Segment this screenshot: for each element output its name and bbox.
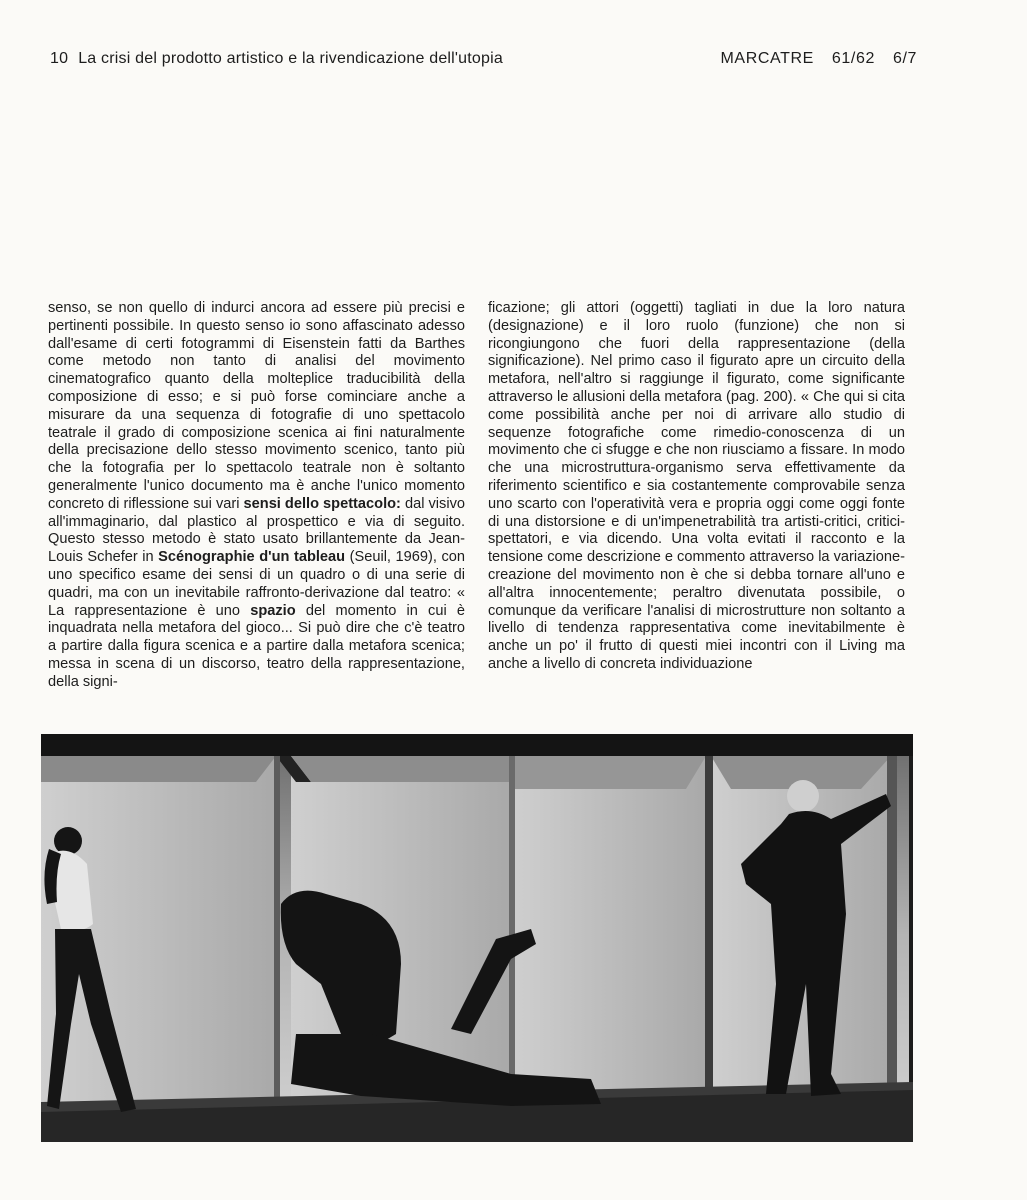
bold-book-title: Scénographie d'un tableau	[158, 549, 346, 566]
left-column-paragraph	[48, 300, 465, 692]
stage-photograph	[41, 734, 913, 1142]
left-text-2: dal visivo all'immaginario, dal plastico al prospettico e via di seguito. Questo stesso metodo è stato usato brillantemente da Jean-Louis Schefer in	[48, 495, 465, 566]
magazine-name: MARCATRE	[720, 50, 814, 67]
left-column	[48, 300, 465, 712]
bold-word-spazio: spazio	[250, 602, 296, 619]
page-number: 10	[50, 50, 69, 67]
header-right	[703, 50, 918, 68]
part-number: 6/7	[892, 50, 917, 67]
left-text-1: senso, se non quello di indurci ancora ad essere più precisi e pertinenti possibile. In questo senso io sono affascinato adesso dall'esame di certi fotogrammi di Eisenstein fatti da Barthes come metodo non tanto di analisi del movimento cinematografico quanto della molteplice traducibilità della composizione di esso; e si può forse cominciare anche a misurare da una sequenza di fotografie di uno spettacolo teatrale il grado di composizione scenica ai fini naturalmente della precisazione dello stesso movimento scenico, tanto più che la fotografia per lo spettacolo teatrale non è soltanto generalmente l'unico documento ma è anche l'unico momento concreto di riflessione sui vari	[48, 300, 465, 512]
running-header	[50, 50, 917, 74]
right-column	[488, 300, 905, 712]
right-column-paragraph: ficazione; gli attori (oggetti) tagliati in due la loro natura (designazione) e il loro ruolo (funzione) che non si ricongiungono che fuori della rappresentazione (della significazione). Nel primo caso il figurato apre un circuito della metafora, nell'altro si raggiunge il figurato, come significante attraverso le allusioni della metafora (pag. 200). « Che qui si cita come possibilità anche per noi di arrivare allo studio di sequenze fotografiche come rimedio-conoscenza di un movimento che ci sfugge e che non riusciamo a fissare. In modo che una microstruttura-organismo serva effettivamente da riferimento scientifico e sia costantemente comprovabile senza uno scarto con l'operatività vera e propria oggi come oggi fonte di una distorsione e di un'impenetrabilità tra artisti-critici, critici-spettatori, e via dicendo. Una volta evitati il racconto e la tensione come descrizione e commento attraverso la variazione-creazione del movimento non è che si debba tornare all'uno e all'altra innocentemente; peraltro divenutata possibile, o comunque da verificare l'analisi di microstrutture non soltanto a livello di tendenza rappresentativa come inevitabilmente è anche un po' il frutto di questi miei incontri con il Living ma anche a livello di concreta individuazione	[488, 300, 905, 672]
left-text-4: del momento in cui è inquadrata nella metafora del gioco... Si può dire che c'è teatro a partire dalla figura scenica e a partire dalla metafora scenica; messa in scena di un discorso, teatro della rappresentazione, della signi-	[48, 602, 465, 690]
left-text-3: (Seuil, 1969), con uno specifico esame dei sensi di un quadro o di una serie di quadri, ma con un inevitabile raffronto-derivazione dal teatro: « La rappresentazione è uno	[48, 549, 465, 619]
photo-illustration	[41, 734, 913, 1142]
issue-number: 61/62	[831, 50, 875, 67]
article-title: La crisi del prodotto artistico e la rivendicazione dell'utopia	[78, 50, 503, 67]
bold-phrase-sensi: sensi dello spettacolo:	[243, 495, 401, 512]
header-left	[50, 50, 503, 68]
